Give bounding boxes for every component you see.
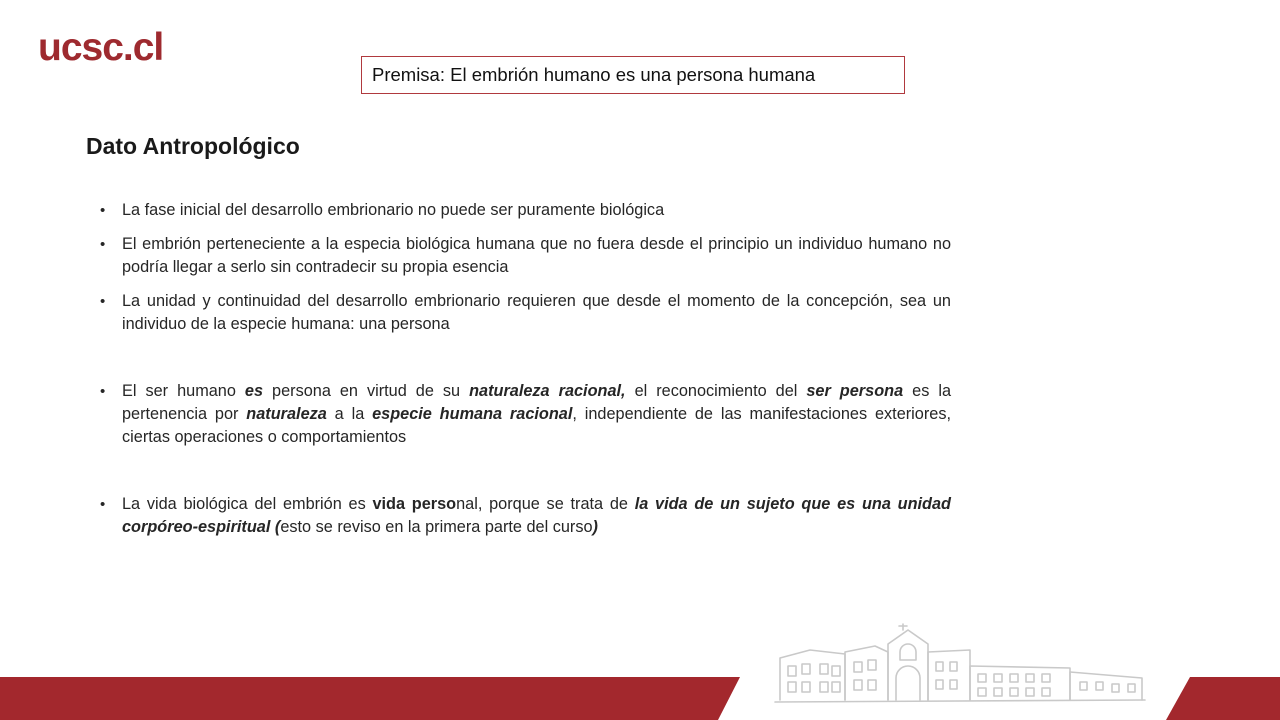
emphasis-text: es xyxy=(244,382,264,400)
premise-box: Premisa: El embrión humano es una persona humana xyxy=(361,56,905,94)
bullet-item-2 xyxy=(100,233,951,279)
bullet-item-5 xyxy=(100,493,951,539)
bullet-text: El embrión perteneciente a la especia biológica humana que no fuera desde el principio un individuo humano no podría llegar a serlo sin contradecir su propia esencia xyxy=(122,235,951,276)
slide-title: Dato Antropológico xyxy=(86,133,300,159)
bullet-text: a la xyxy=(326,405,373,423)
bullet-text: nal, porque se trata de xyxy=(456,495,635,513)
ucsc-logo[interactable]: ucsc.cl xyxy=(38,26,164,69)
bullet-item-3 xyxy=(100,290,951,336)
strong-text: vida perso xyxy=(372,495,457,513)
bullet-text: esto se reviso en la primera parte del curso xyxy=(280,518,593,536)
footer-band-left xyxy=(0,677,740,720)
bullet-item-4 xyxy=(100,380,951,449)
bullet-text: La vida biológica del embrión es xyxy=(122,495,373,513)
bullet-text: La unidad y continuidad del desarrollo embrionario requieren que desde el momento de la concepción, sea un individuo de la especie humana: una persona xyxy=(122,292,951,333)
bullet-list xyxy=(100,199,951,539)
emphasis-text: naturaleza xyxy=(246,405,327,423)
emphasis-text: ser persona xyxy=(806,382,904,400)
emphasis-text: especie humana racional xyxy=(372,405,573,423)
emphasis-text: naturaleza racional, xyxy=(469,382,626,400)
bullet-text: La fase inicial del desarrollo embrionario no puede ser puramente biológica xyxy=(122,201,665,219)
bullet-text: , independiente de las manifestaciones exteriores, ciertas operaciones o comportamientos xyxy=(122,405,951,446)
footer-band xyxy=(0,677,1280,720)
emphasis-text: la vida de un sujeto que es una unidad corpóreo-espiritual ( xyxy=(122,495,951,536)
bullet-text: El ser humano xyxy=(122,382,245,400)
bullet-text: es la pertenencia por xyxy=(122,382,951,423)
emphasis-text: ) xyxy=(592,518,598,536)
bullet-item-1 xyxy=(100,199,951,222)
bullet-text: persona en virtud de su xyxy=(263,382,470,400)
bullet-text: el reconocimiento del xyxy=(625,382,807,400)
footer-band-right xyxy=(1166,677,1280,720)
